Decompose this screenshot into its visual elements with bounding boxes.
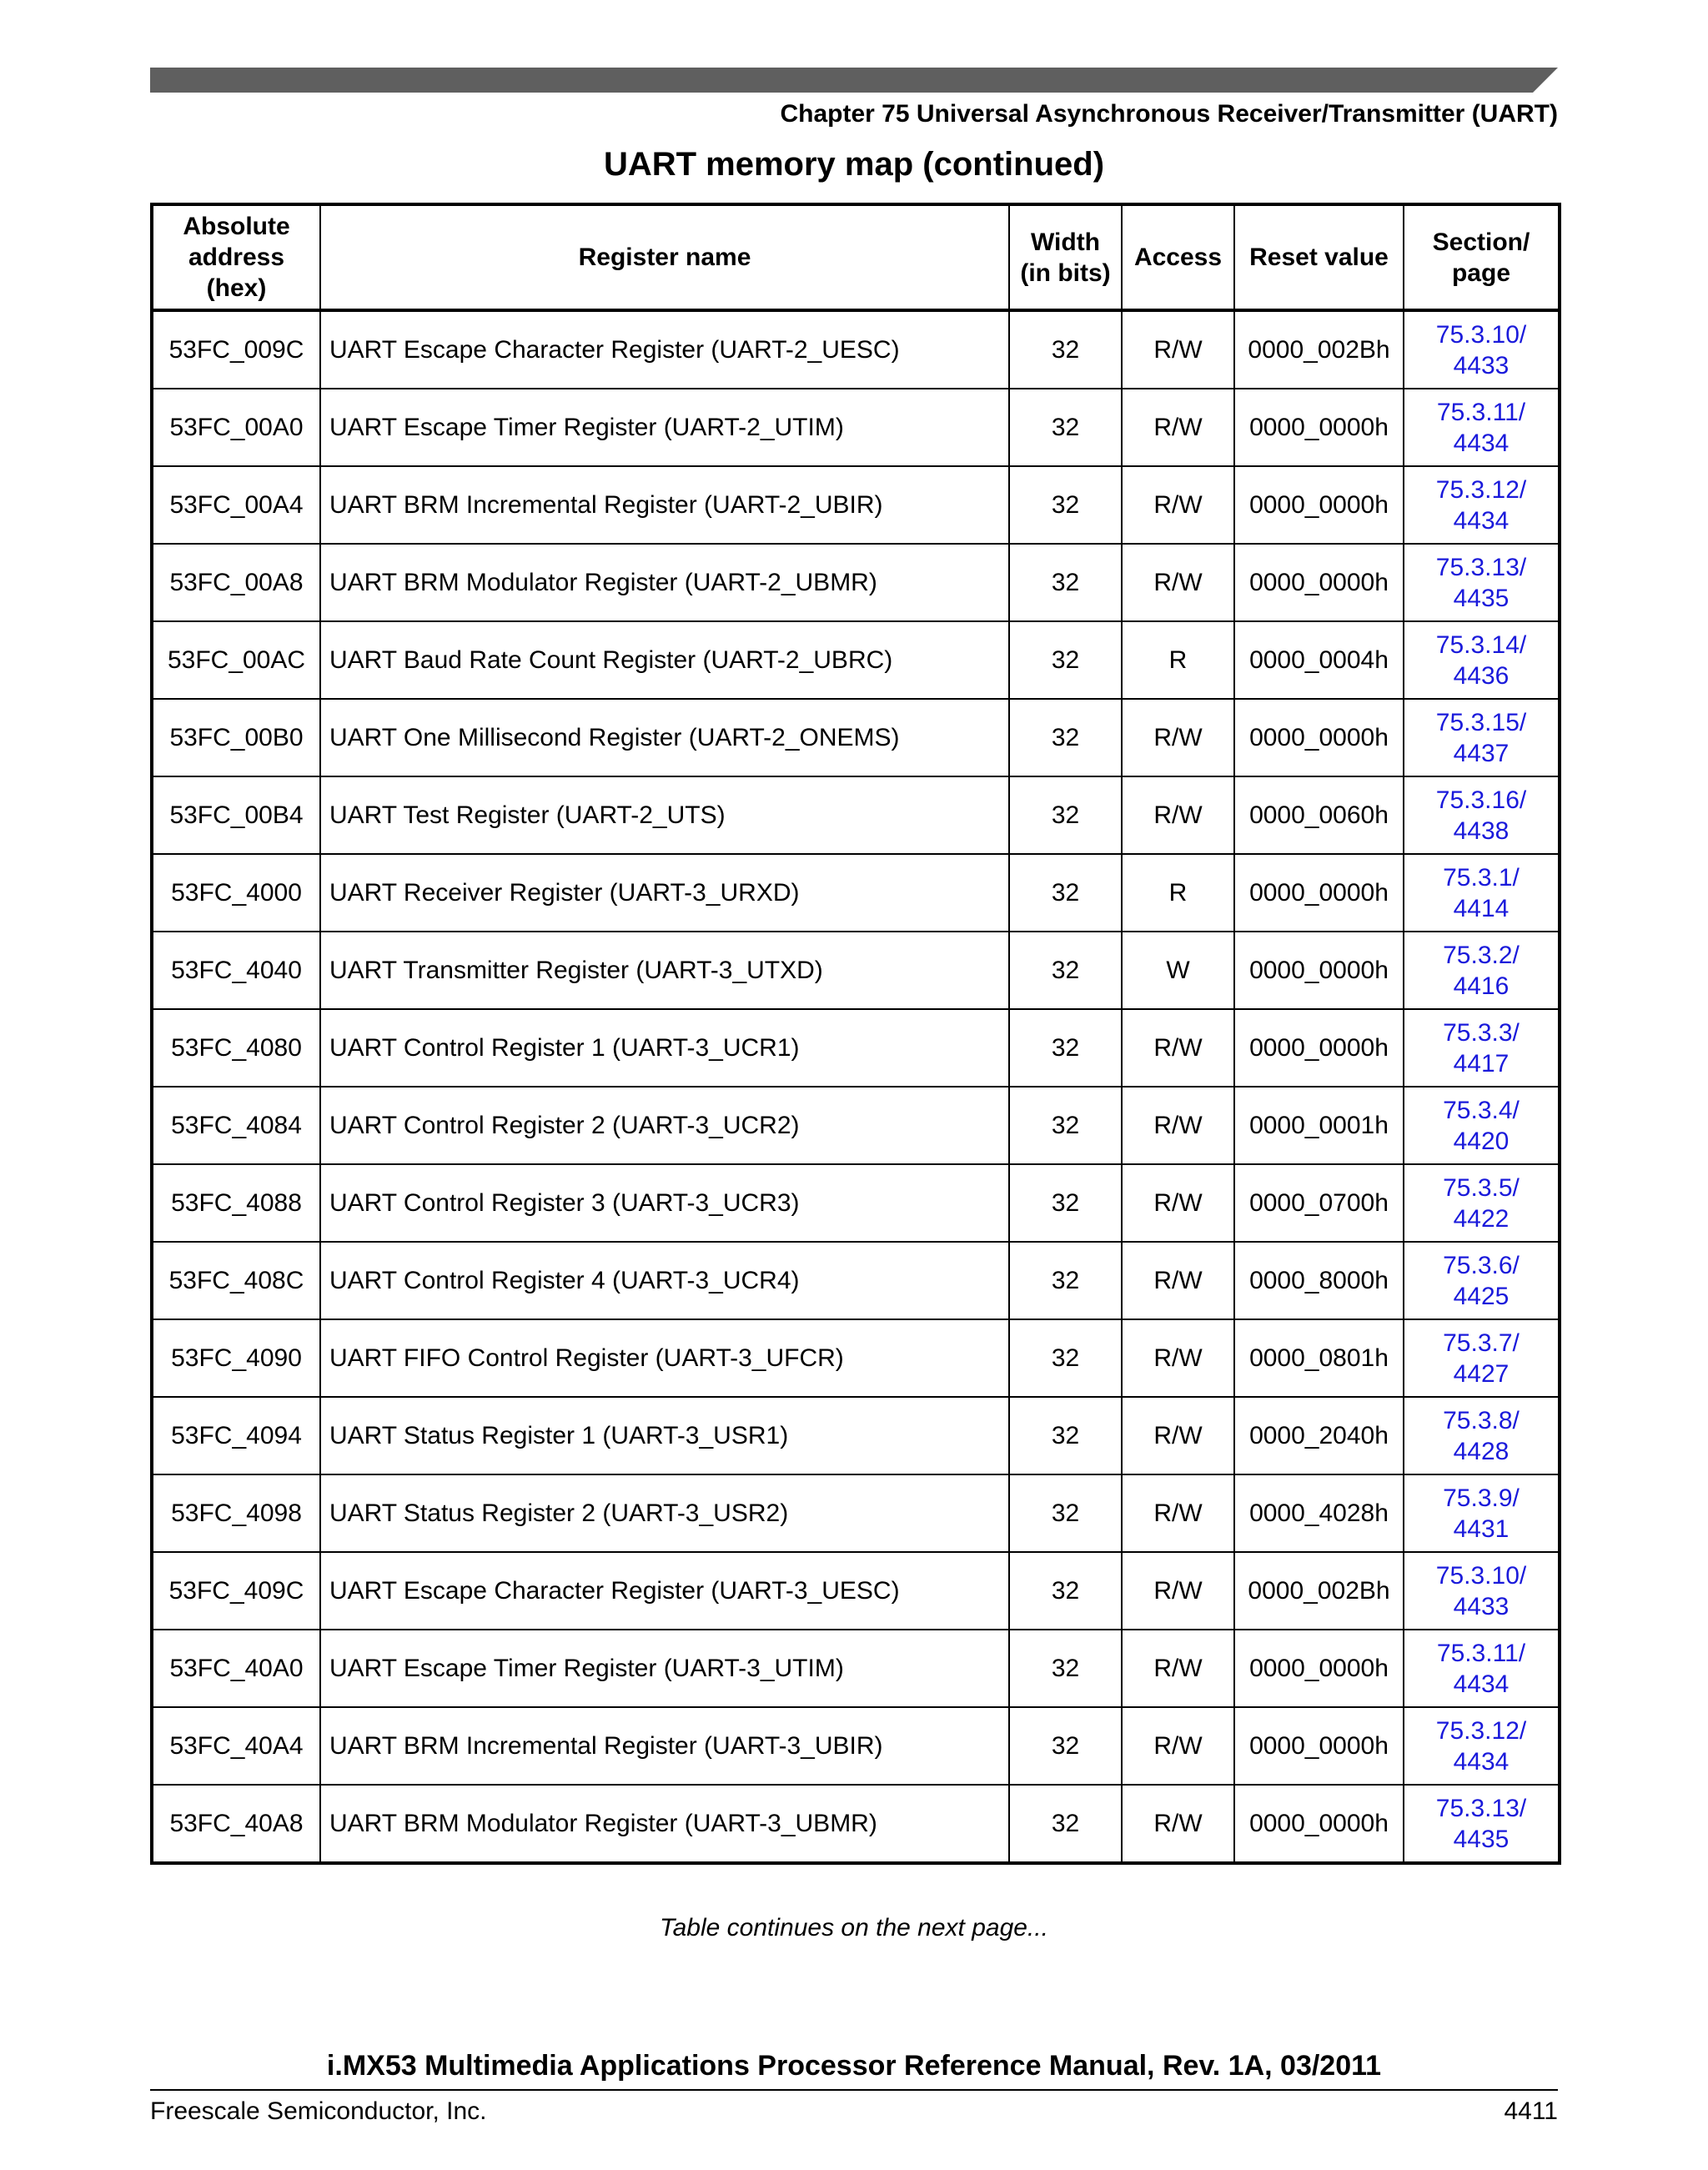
table-row	[152, 1552, 1560, 1630]
section-link[interactable]: 75.3.10/	[1435, 1561, 1527, 1590]
cell-reset-value: 0000_0000h	[1234, 1707, 1404, 1785]
cell-address: 53FC_40A4	[152, 1707, 320, 1785]
cell-section-page[interactable]	[1404, 1707, 1560, 1785]
cell-reset-value: 0000_4028h	[1234, 1474, 1404, 1552]
cell-access: R/W	[1122, 389, 1234, 466]
page-link[interactable]: 4434	[1453, 1747, 1510, 1776]
table-row	[152, 466, 1560, 544]
page-link[interactable]: 4435	[1453, 584, 1510, 612]
page-link[interactable]: 4433	[1453, 1592, 1510, 1620]
page-link[interactable]: 4437	[1453, 739, 1510, 767]
table-row	[152, 1164, 1560, 1242]
cell-section-page[interactable]	[1404, 621, 1560, 699]
cell-section-page[interactable]	[1404, 1474, 1560, 1552]
table-row	[152, 1474, 1560, 1552]
section-link[interactable]: 75.3.15/	[1435, 708, 1527, 736]
cell-section-page[interactable]	[1404, 310, 1560, 389]
section-link[interactable]: 75.3.16/	[1435, 786, 1527, 814]
page-link[interactable]: 4435	[1453, 1825, 1510, 1853]
cell-access: R/W	[1122, 1087, 1234, 1164]
section-link[interactable]: 75.3.2/	[1443, 941, 1520, 969]
section-link[interactable]: 75.3.10/	[1435, 320, 1527, 349]
cell-address: 53FC_00B0	[152, 699, 320, 776]
page-link[interactable]: 4417	[1453, 1049, 1510, 1077]
table-row	[152, 1087, 1560, 1164]
cell-width: 32	[1009, 1242, 1122, 1319]
table-row	[152, 1009, 1560, 1087]
cell-reset-value: 0000_0000h	[1234, 1630, 1404, 1707]
section-link[interactable]: 75.3.8/	[1443, 1406, 1520, 1434]
cell-reset-value: 0000_0004h	[1234, 621, 1404, 699]
section-link[interactable]: 75.3.11/	[1436, 1639, 1526, 1667]
cell-width: 32	[1009, 1474, 1122, 1552]
cell-reset-value: 0000_2040h	[1234, 1397, 1404, 1474]
page-link[interactable]: 4434	[1453, 506, 1510, 535]
cell-register-name: UART Control Register 2 (UART-3_UCR2)	[320, 1087, 1009, 1164]
cell-reset-value: 0000_0001h	[1234, 1087, 1404, 1164]
cell-width: 32	[1009, 776, 1122, 854]
cell-address: 53FC_408C	[152, 1242, 320, 1319]
manual-title: i.MX53 Multimedia Applications Processor Reference Manual, Rev. 1A, 03/2011	[326, 2050, 1382, 2082]
cell-access: R/W	[1122, 1707, 1234, 1785]
cell-reset-value: 0000_0000h	[1234, 932, 1404, 1009]
cell-address: 53FC_00AC	[152, 621, 320, 699]
table-row	[152, 776, 1560, 854]
table-row	[152, 310, 1560, 389]
cell-access: R/W	[1122, 544, 1234, 621]
cell-access: R/W	[1122, 1630, 1234, 1707]
section-link[interactable]: 75.3.9/	[1443, 1484, 1520, 1512]
cell-width: 32	[1009, 1397, 1122, 1474]
cell-width: 32	[1009, 1707, 1122, 1785]
page-link[interactable]: 4434	[1453, 429, 1510, 457]
cell-reset-value: 0000_0000h	[1234, 544, 1404, 621]
cell-section-page[interactable]	[1404, 699, 1560, 776]
page-link[interactable]: 4436	[1453, 661, 1510, 690]
cell-access: R	[1122, 854, 1234, 932]
cell-register-name: UART BRM Modulator Register (UART-3_UBMR)	[320, 1785, 1009, 1863]
cell-reset-value: 0000_0000h	[1234, 466, 1404, 544]
cell-width: 32	[1009, 544, 1122, 621]
table-continues-note: Table continues on the next page...	[660, 1914, 1048, 1941]
cell-access: R/W	[1122, 1164, 1234, 1242]
cell-section-page[interactable]	[1404, 1785, 1560, 1863]
column-header-access: Access	[1122, 204, 1234, 310]
cell-access: R/W	[1122, 310, 1234, 389]
cell-access: R/W	[1122, 1319, 1234, 1397]
table-body	[152, 310, 1560, 1863]
cell-width: 32	[1009, 466, 1122, 544]
cell-section-page[interactable]	[1404, 1630, 1560, 1707]
cell-access: R/W	[1122, 1009, 1234, 1087]
cell-access: R/W	[1122, 1242, 1234, 1319]
cell-address: 53FC_00B4	[152, 776, 320, 854]
table-row	[152, 1397, 1560, 1474]
cell-width: 32	[1009, 1552, 1122, 1630]
page-link[interactable]: 4433	[1453, 351, 1510, 379]
cell-access: R/W	[1122, 1552, 1234, 1630]
cell-reset-value: 0000_002Bh	[1234, 310, 1404, 389]
cell-section-page[interactable]	[1404, 1397, 1560, 1474]
table-header-row	[152, 204, 1560, 310]
page-number: 4411	[1504, 2097, 1558, 2125]
cell-reset-value: 0000_0000h	[1234, 1009, 1404, 1087]
cell-width: 32	[1009, 1630, 1122, 1707]
page-link[interactable]: 4438	[1453, 816, 1510, 845]
cell-section-page[interactable]	[1404, 1319, 1560, 1397]
cell-section-page[interactable]	[1404, 776, 1560, 854]
cell-register-name: UART BRM Modulator Register (UART-2_UBMR)	[320, 544, 1009, 621]
cell-access: R/W	[1122, 699, 1234, 776]
cell-reset-value: 0000_0000h	[1234, 1785, 1404, 1863]
cell-access: R/W	[1122, 1397, 1234, 1474]
cell-reset-value: 0000_0700h	[1234, 1164, 1404, 1242]
cell-reset-value: 0000_0000h	[1234, 389, 1404, 466]
cell-register-name: UART BRM Incremental Register (UART-3_UBIR)	[320, 1707, 1009, 1785]
cell-address: 53FC_40A8	[152, 1785, 320, 1863]
cell-address: 53FC_00A8	[152, 544, 320, 621]
cell-register-name: UART Receiver Register (UART-3_URXD)	[320, 854, 1009, 932]
chapter-title: Chapter 75 Universal Asynchronous Receiver/Transmitter (UART)	[780, 100, 1558, 128]
cell-register-name: UART Status Register 1 (UART-3_USR1)	[320, 1397, 1009, 1474]
column-header-reset-value: Reset value	[1234, 204, 1404, 310]
cell-reset-value: 0000_0000h	[1234, 699, 1404, 776]
table-title: UART memory map (continued)	[603, 146, 1105, 183]
cell-section-page[interactable]	[1404, 544, 1560, 621]
footer-company: Freescale Semiconductor, Inc.	[150, 2097, 487, 2125]
column-header-section-page: Section/ page	[1404, 204, 1560, 310]
table-row	[152, 1785, 1560, 1863]
cell-address: 53FC_409C	[152, 1552, 320, 1630]
cell-width: 32	[1009, 1087, 1122, 1164]
section-link[interactable]: 75.3.5/	[1443, 1173, 1520, 1202]
cell-width: 32	[1009, 1009, 1122, 1087]
cell-reset-value: 0000_002Bh	[1234, 1552, 1404, 1630]
page-link[interactable]: 4428	[1453, 1437, 1510, 1465]
cell-address: 53FC_4000	[152, 854, 320, 932]
cell-address: 53FC_00A4	[152, 466, 320, 544]
cell-register-name: UART Escape Timer Register (UART-2_UTIM)	[320, 389, 1009, 466]
cell-register-name: UART Baud Rate Count Register (UART-2_UBRC)	[320, 621, 1009, 699]
section-link[interactable]: 75.3.3/	[1443, 1018, 1520, 1047]
column-header-width: Width (in bits)	[1009, 204, 1122, 310]
section-link[interactable]: 75.3.6/	[1443, 1251, 1520, 1279]
page-link[interactable]: 4425	[1453, 1282, 1510, 1310]
column-header-address: Absolute address (hex)	[152, 204, 320, 310]
cell-width: 32	[1009, 310, 1122, 389]
table-row	[152, 1319, 1560, 1397]
cell-reset-value: 0000_0000h	[1234, 854, 1404, 932]
page-link[interactable]: 4422	[1453, 1204, 1510, 1233]
cell-access: R/W	[1122, 1474, 1234, 1552]
cell-address: 53FC_4040	[152, 932, 320, 1009]
cell-register-name: UART One Millisecond Register (UART-2_ONEMS)	[320, 699, 1009, 776]
cell-address: 53FC_009C	[152, 310, 320, 389]
column-header-register-name: Register name	[320, 204, 1009, 310]
section-link[interactable]: 75.3.4/	[1443, 1096, 1520, 1124]
cell-section-page[interactable]	[1404, 1242, 1560, 1319]
section-link[interactable]: 75.3.7/	[1443, 1329, 1520, 1357]
cell-address: 53FC_40A0	[152, 1630, 320, 1707]
cell-reset-value: 0000_8000h	[1234, 1242, 1404, 1319]
section-link[interactable]: 75.3.1/	[1443, 863, 1520, 892]
cell-width: 32	[1009, 621, 1122, 699]
cell-width: 32	[1009, 1164, 1122, 1242]
cell-address: 53FC_4088	[152, 1164, 320, 1242]
table-row	[152, 932, 1560, 1009]
table-row	[152, 699, 1560, 776]
cell-width: 32	[1009, 699, 1122, 776]
page-link[interactable]: 4427	[1453, 1359, 1510, 1388]
cell-register-name: UART Control Register 1 (UART-3_UCR1)	[320, 1009, 1009, 1087]
table-row	[152, 1242, 1560, 1319]
cell-address: 53FC_4090	[152, 1319, 320, 1397]
cell-address: 53FC_4080	[152, 1009, 320, 1087]
cell-register-name: UART Test Register (UART-2_UTS)	[320, 776, 1009, 854]
cell-section-page[interactable]	[1404, 1164, 1560, 1242]
cell-reset-value: 0000_0801h	[1234, 1319, 1404, 1397]
header-bar	[150, 68, 1558, 93]
section-link[interactable]: 75.3.14/	[1435, 630, 1527, 659]
cell-section-page[interactable]	[1404, 1009, 1560, 1087]
section-link[interactable]: 75.3.12/	[1435, 1716, 1527, 1745]
cell-width: 32	[1009, 389, 1122, 466]
cell-register-name: UART Control Register 4 (UART-3_UCR4)	[320, 1242, 1009, 1319]
table-row	[152, 854, 1560, 932]
cell-register-name: UART Escape Timer Register (UART-3_UTIM)	[320, 1630, 1009, 1707]
cell-access: R/W	[1122, 776, 1234, 854]
cell-register-name: UART Transmitter Register (UART-3_UTXD)	[320, 932, 1009, 1009]
table-row	[152, 1707, 1560, 1785]
memory-map-table	[150, 203, 1561, 1865]
cell-access: R/W	[1122, 466, 1234, 544]
table-row	[152, 389, 1560, 466]
page-link[interactable]: 4420	[1453, 1127, 1510, 1155]
cell-reset-value: 0000_0060h	[1234, 776, 1404, 854]
cell-address: 53FC_4084	[152, 1087, 320, 1164]
section-link[interactable]: 75.3.13/	[1435, 553, 1527, 581]
section-link[interactable]: 75.3.13/	[1435, 1794, 1527, 1822]
cell-register-name: UART Escape Character Register (UART-2_UESC)	[320, 310, 1009, 389]
cell-access: W	[1122, 932, 1234, 1009]
table-row	[152, 544, 1560, 621]
cell-section-page[interactable]	[1404, 854, 1560, 932]
cell-register-name: UART Control Register 3 (UART-3_UCR3)	[320, 1164, 1009, 1242]
section-link[interactable]: 75.3.12/	[1435, 475, 1527, 504]
page-link[interactable]: 4414	[1453, 894, 1510, 922]
cell-width: 32	[1009, 854, 1122, 932]
footer-divider	[150, 2089, 1558, 2091]
cell-width: 32	[1009, 1319, 1122, 1397]
cell-section-page[interactable]	[1404, 1552, 1560, 1630]
section-link[interactable]: 75.3.11/	[1436, 398, 1526, 426]
cell-register-name: UART Escape Character Register (UART-3_UESC)	[320, 1552, 1009, 1630]
cell-section-page[interactable]	[1404, 466, 1560, 544]
cell-width: 32	[1009, 1785, 1122, 1863]
cell-section-page[interactable]	[1404, 389, 1560, 466]
page-link[interactable]: 4431	[1453, 1514, 1510, 1543]
cell-address: 53FC_4098	[152, 1474, 320, 1552]
page-link[interactable]: 4416	[1453, 972, 1510, 1000]
cell-width: 32	[1009, 932, 1122, 1009]
table-row	[152, 621, 1560, 699]
page-link[interactable]: 4434	[1453, 1670, 1510, 1698]
cell-section-page[interactable]	[1404, 932, 1560, 1009]
cell-register-name: UART BRM Incremental Register (UART-2_UBIR)	[320, 466, 1009, 544]
cell-section-page[interactable]	[1404, 1087, 1560, 1164]
table-row	[152, 1630, 1560, 1707]
cell-register-name: UART FIFO Control Register (UART-3_UFCR)	[320, 1319, 1009, 1397]
cell-register-name: UART Status Register 2 (UART-3_USR2)	[320, 1474, 1009, 1552]
cell-access: R	[1122, 621, 1234, 699]
cell-access: R/W	[1122, 1785, 1234, 1863]
cell-address: 53FC_00A0	[152, 389, 320, 466]
cell-address: 53FC_4094	[152, 1397, 320, 1474]
